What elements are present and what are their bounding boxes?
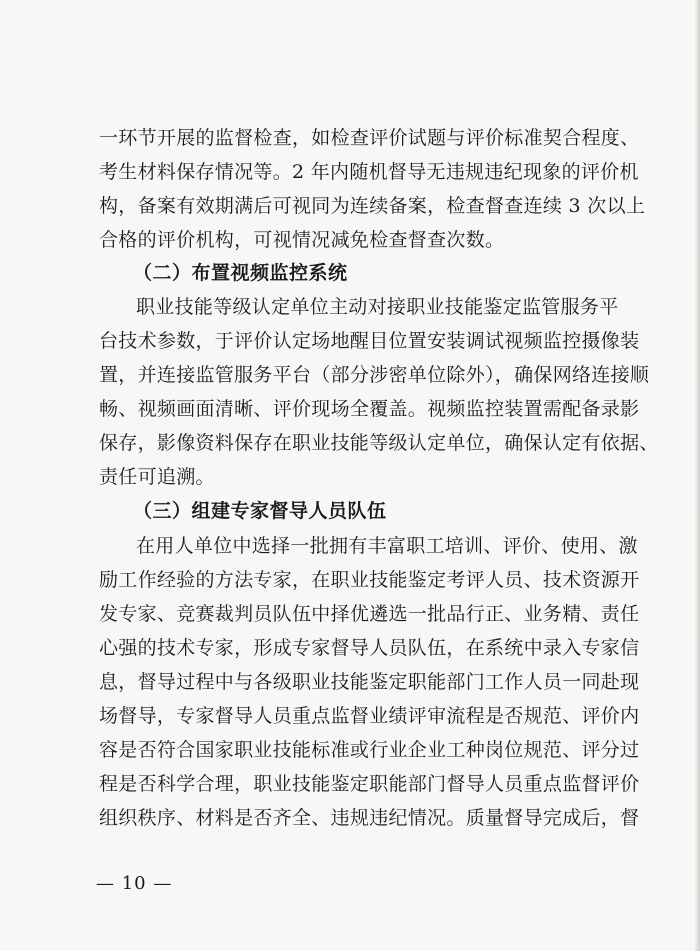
paragraph-3-line-9: 组织秩序、材料是否齐全、违规违纪情况。质量督导完成后，督 [99,807,640,829]
paragraph-1-line-2: 考生材料保存情况等。2 年内随机督导无违规违纪现象的评价机 [99,161,639,183]
paragraph-3-line-8: 程是否科学合理，职业技能鉴定职能部门督导人员重点监督评价 [99,773,640,795]
paragraph-2-line-4: 畅、视频画面清晰、评价现场全覆盖。视频监控装置需配备录影 [99,398,640,420]
paragraph-3-line-3: 发专家、竞赛裁判员队伍中择优遴选一批品行正、业务精、责任 [99,603,640,625]
paragraph-3-line-5: 息，督导过程中与各级职业技能鉴定职能部门工作人员一同赴现 [99,671,640,693]
paragraph-2-line-3: 置，并连接监管服务平台（部分涉密单位除外），确保网络连接顺 [99,364,650,386]
paragraph-1-line-3: 构，备案有效期满后可视同为连续备案，检查督查连续 3 次以上 [99,195,646,217]
paragraph-2-line-2: 台技术参数，于评价认定场地醒目位置安装调试视频监控摄像装 [99,330,640,352]
paragraph-2-line-1: 职业技能等级认定单位主动对接职业技能鉴定监管服务平 [136,296,619,318]
paragraph-1-line-4: 合格的评价机构，可视情况减免检查督查次数。 [99,229,505,251]
paragraph-2-line-5: 保存，影像资料保存在职业技能等级认定单位，确保认定有依据、 [99,432,659,454]
section-heading-2: （二）布置视频监控系统 [133,262,348,284]
paragraph-3-line-2: 励工作经验的方法专家，在职业技能鉴定考评人员、技术资源开 [99,569,640,591]
paragraph-3-line-1: 在用人单位中选择一批拥有丰富职工培训、评价、使用、激 [136,535,638,557]
paragraph-2-line-6: 责任可追溯。 [99,466,215,488]
paragraph-3-line-7: 容是否符合国家职业技能标准或行业企业工种岗位规范、评分过 [99,739,640,761]
paragraph-3-line-6: 场督导，专家督导人员重点监督业绩评审流程是否规范、评价内 [99,705,640,727]
paragraph-3-line-4: 心强的技术专家，形成专家督导人员队伍，在系统中录入专家信 [99,637,640,659]
paragraph-1-line-1: 一环节开展的监督检查，如检查评价试题与评价标准契合程度、 [99,127,640,149]
section-heading-3: （三）组建专家督导人员队伍 [133,500,387,522]
page-number: — 10 — [96,873,173,894]
scan-edge-shadow [694,0,700,951]
